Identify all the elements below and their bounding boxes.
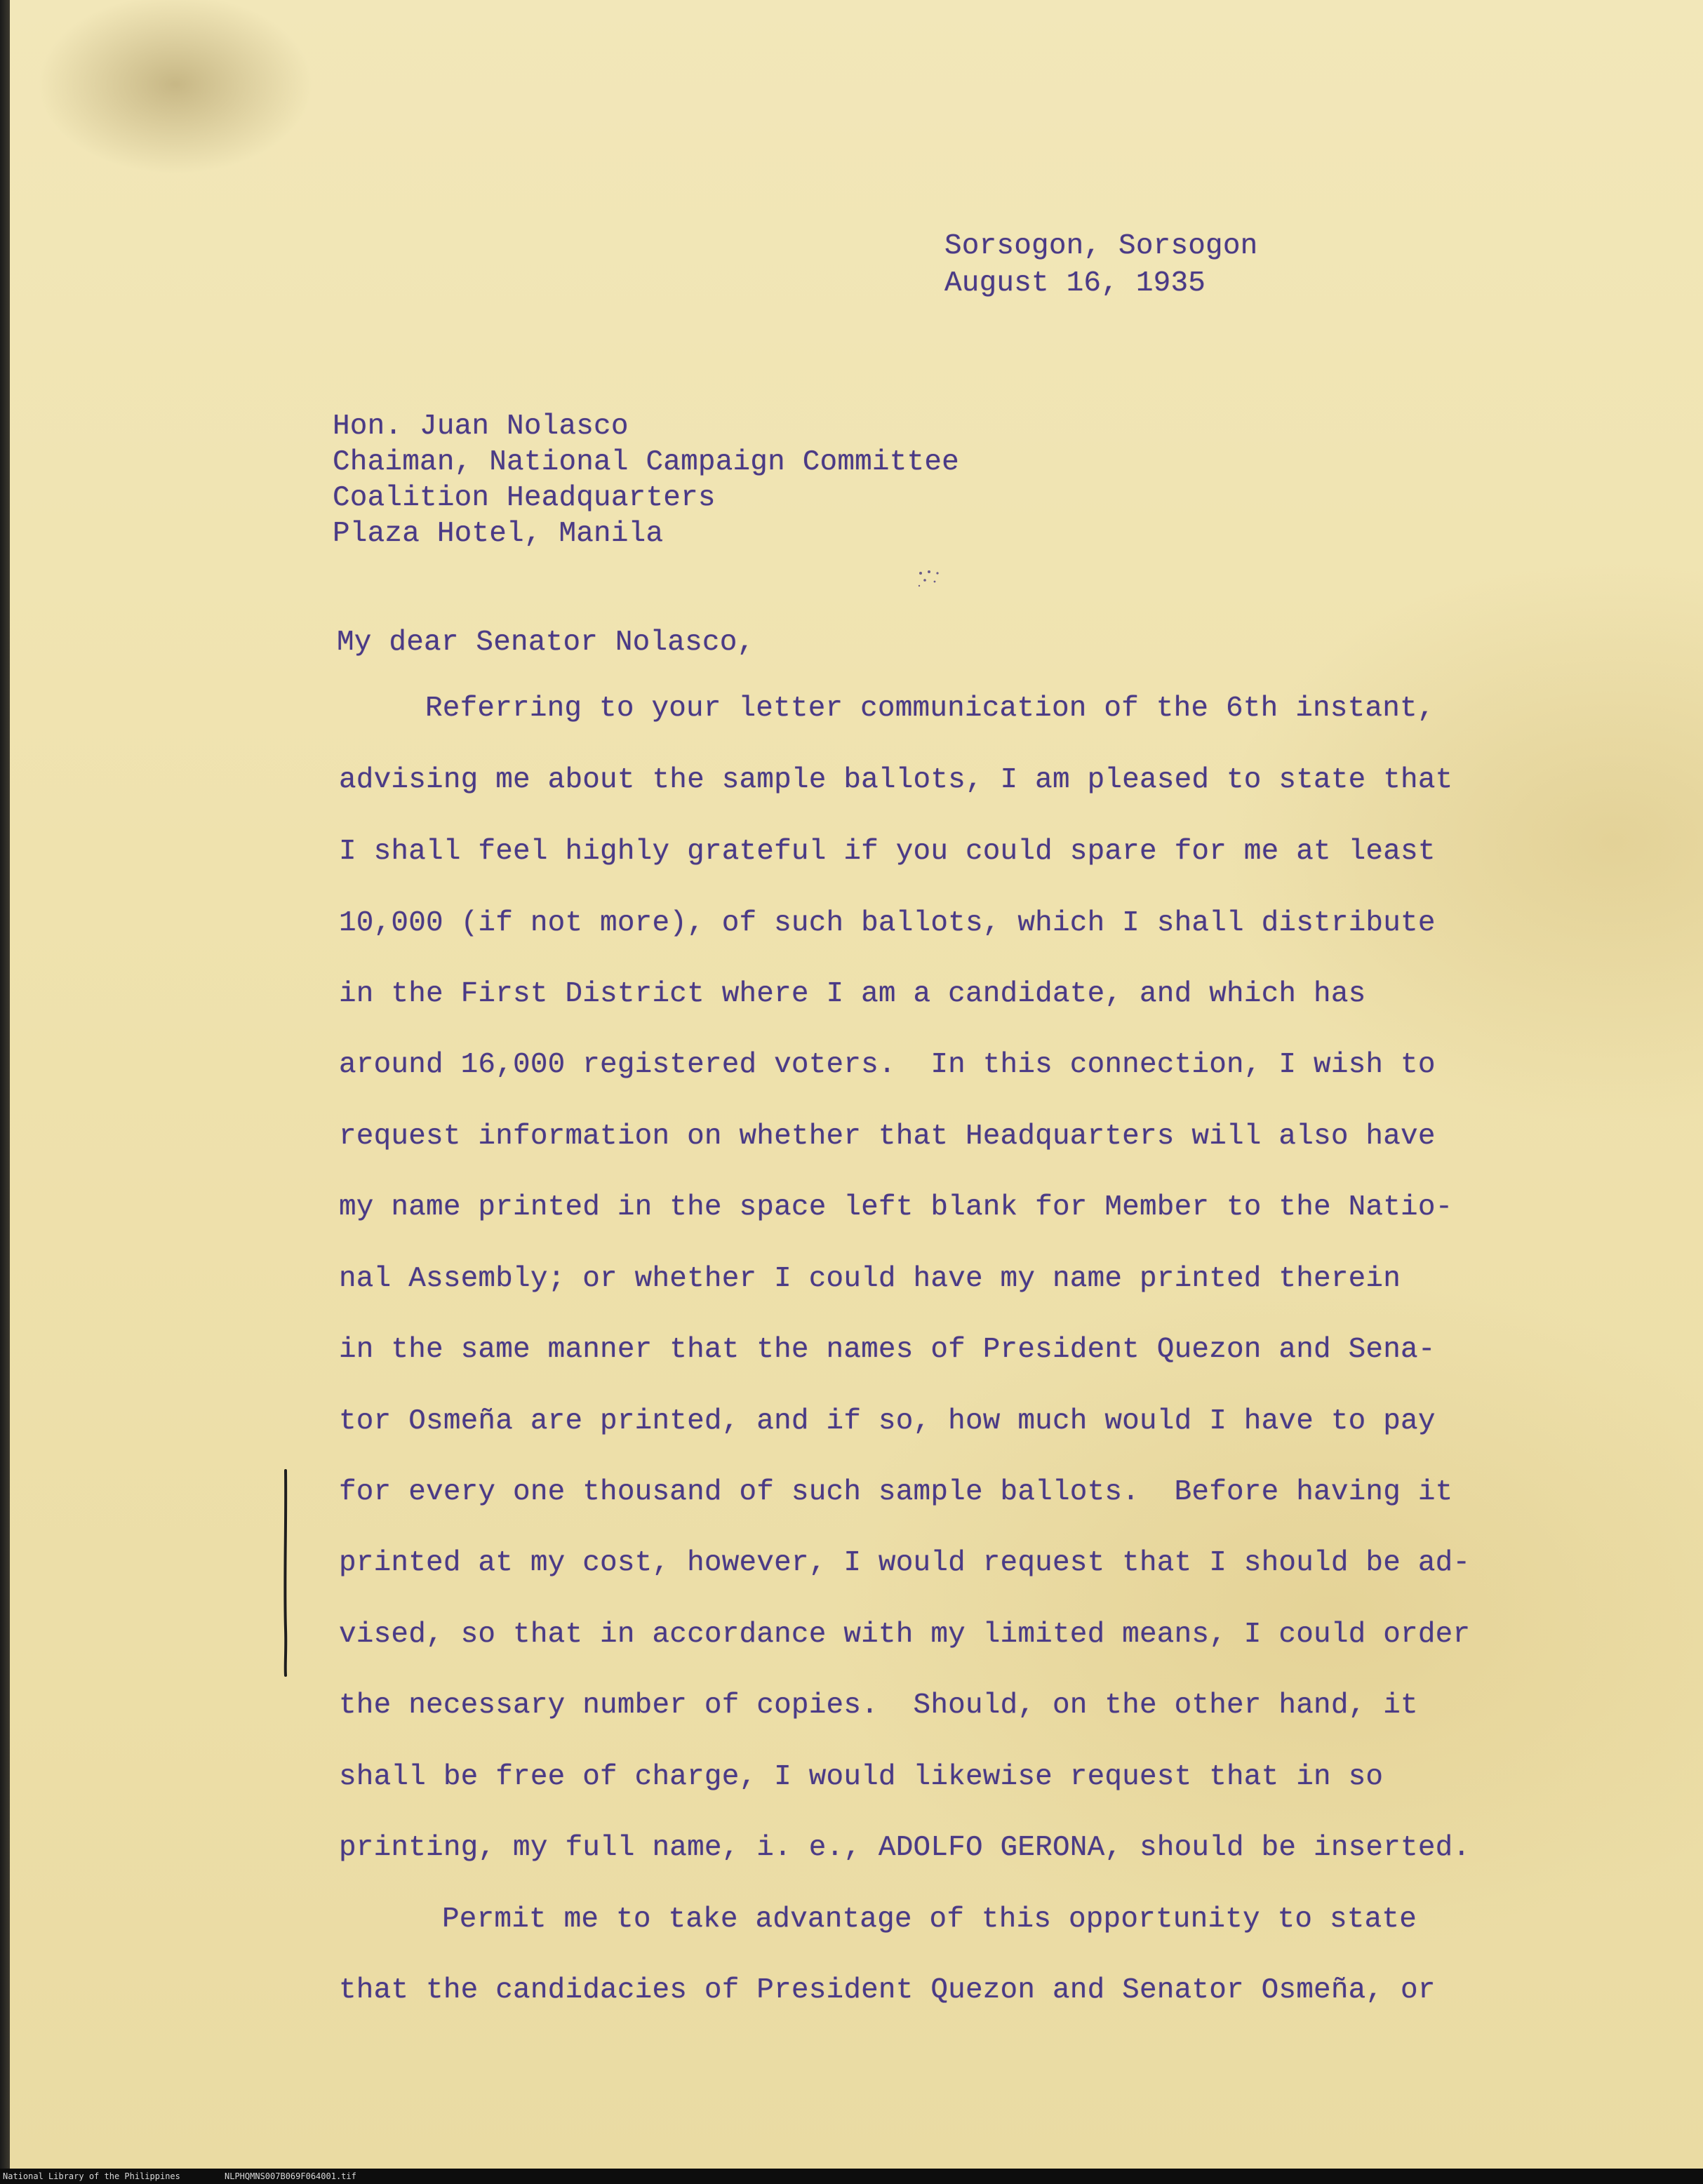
body-line: the necessary number of copies. Should, on the other hand, it [339,1689,1418,1722]
recipient-line: Coalition Headquarters [333,482,716,514]
body-line: in the same manner that the names of President Quezon and Sena- [339,1334,1436,1366]
body-line: my name printed in the space left blank for Member to the Natio- [339,1191,1453,1224]
recipient-line: Plaza Hotel, Manila [333,518,664,550]
body-line: tor Osmeña are printed, and if so, how much would I have to pay [339,1405,1436,1438]
body-line: around 16,000 registered voters. In this connection, I wish to [339,1049,1436,1081]
body-line: 10,000 (if not more), of such ballots, which I shall distribute [339,907,1436,939]
letter-date: August 16, 1935 [944,267,1206,300]
margin-pencil-mark [279,1468,292,1678]
recipient-line: Chaiman, National Campaign Committee [333,446,959,478]
footer-library-label: National Library of the Philippines [3,2171,180,2181]
ink-smudge [914,565,956,593]
body-line: printed at my cost, however, I would request that I should be ad- [339,1547,1471,1579]
footer-filename-label: NLPHQMNS007B069F064001.tif [225,2171,356,2181]
body-line: printing, my full name, i. e., ADOLFO GERONA, should be inserted. [339,1832,1471,1864]
salutation: My dear Senator Nolasco, [337,627,755,659]
body-line: in the First District where I am a candidate, and which has [339,978,1366,1010]
body-line: shall be free of charge, I would likewise request that in so [339,1761,1384,1793]
body-line: Permit me to take advantage of this opportunity to state [442,1903,1417,1936]
archive-footer [0,2169,1703,2184]
letter-place: Sorsogon, Sorsogon [944,230,1258,262]
recipient-line: Hon. Juan Nolasco [333,410,629,443]
body-line: nal Assembly; or whether I could have my name printed therein [339,1263,1401,1295]
body-line: Referring to your letter communication of the 6th instant, [425,692,1435,725]
body-line: advising me about the sample ballots, I am pleased to state that [339,764,1453,796]
body-line: for every one thousand of such sample ballots. Before having it [339,1476,1453,1508]
body-line: I shall feel highly grateful if you could spare for me at least [339,836,1436,868]
body-line: vised, so that in accordance with my limited means, I could order [339,1619,1471,1651]
scan-left-edge [0,0,10,2184]
body-line: request information on whether that Headquarters will also have [339,1120,1436,1153]
body-line: that the candidacies of President Quezon and Senator Osmeña, or [339,1974,1436,2007]
